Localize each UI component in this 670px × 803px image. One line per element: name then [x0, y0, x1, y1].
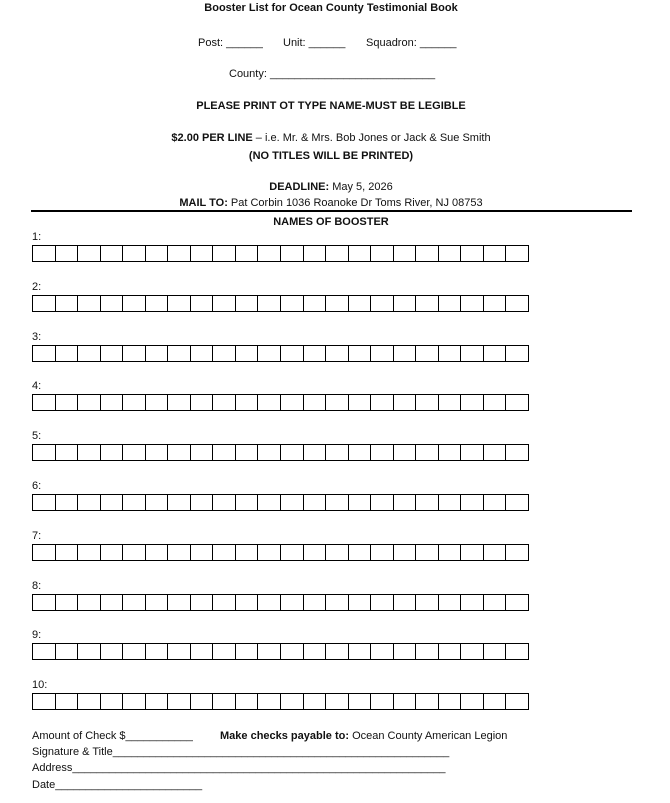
letter-box[interactable]	[168, 444, 191, 461]
date-field[interactable]: Date________________________	[32, 779, 203, 791]
letter-box[interactable]	[439, 345, 462, 362]
letter-box[interactable]	[78, 444, 101, 461]
letter-box[interactable]	[191, 494, 214, 511]
squadron-field[interactable]: Squadron: ______	[366, 37, 457, 49]
letter-box[interactable]	[236, 643, 259, 660]
letter-box[interactable]	[191, 444, 214, 461]
letter-box[interactable]	[304, 693, 327, 710]
letter-box[interactable]	[394, 295, 417, 312]
letter-box[interactable]	[56, 394, 79, 411]
letter-box[interactable]	[78, 245, 101, 262]
name-box-row	[32, 494, 529, 511]
letter-box[interactable]	[416, 444, 439, 461]
letter-box[interactable]	[281, 394, 304, 411]
letter-box[interactable]	[123, 594, 146, 611]
letter-box[interactable]	[101, 345, 124, 362]
letter-box[interactable]	[213, 594, 236, 611]
letter-box[interactable]	[56, 345, 79, 362]
letter-box[interactable]	[281, 444, 304, 461]
letter-box[interactable]	[101, 245, 124, 262]
letter-box[interactable]	[123, 494, 146, 511]
letter-box[interactable]	[506, 345, 529, 362]
signature-title-field[interactable]: Signature & Title_______________________________________________________	[32, 746, 450, 758]
letter-box[interactable]	[32, 245, 56, 262]
row-label: 1:	[32, 231, 42, 243]
address-field[interactable]: Address_____________________________________________________________	[32, 762, 446, 774]
letter-box[interactable]	[56, 494, 79, 511]
letter-box[interactable]	[439, 444, 462, 461]
letter-box[interactable]	[484, 295, 507, 312]
letter-box[interactable]	[258, 394, 281, 411]
name-box-row	[32, 394, 529, 411]
letter-box[interactable]	[281, 594, 304, 611]
letter-box[interactable]	[326, 394, 349, 411]
letter-box[interactable]	[506, 594, 529, 611]
letter-box[interactable]	[258, 594, 281, 611]
letter-box[interactable]	[439, 594, 462, 611]
letter-box[interactable]	[394, 245, 417, 262]
name-box-row	[32, 643, 529, 660]
letter-box[interactable]	[349, 295, 372, 312]
letter-box[interactable]	[416, 494, 439, 511]
name-box-row	[32, 245, 529, 262]
letter-box[interactable]	[461, 245, 484, 262]
letter-box[interactable]	[326, 494, 349, 511]
amount-of-check-field[interactable]: Amount of Check $___________	[32, 730, 193, 742]
print-notice: PLEASE PRINT OT TYPE NAME-MUST BE LEGIBLE	[196, 100, 466, 112]
letter-box[interactable]	[123, 295, 146, 312]
letter-box[interactable]	[304, 544, 327, 561]
mail-to-label: MAIL TO:	[179, 197, 228, 209]
row-label: 4:	[32, 380, 42, 393]
letter-box[interactable]	[168, 494, 191, 511]
letter-box[interactable]	[78, 643, 101, 660]
letter-box[interactable]	[32, 295, 56, 312]
letter-box[interactable]	[394, 643, 417, 660]
letter-box[interactable]	[326, 544, 349, 561]
name-box-row	[32, 594, 529, 611]
letter-box[interactable]	[258, 643, 281, 660]
letter-box[interactable]	[394, 345, 417, 362]
name-box-row	[32, 444, 529, 461]
letter-box[interactable]	[213, 544, 236, 561]
letter-box[interactable]	[123, 345, 146, 362]
letter-box[interactable]	[416, 544, 439, 561]
letter-box[interactable]	[416, 643, 439, 660]
letter-box[interactable]	[78, 345, 101, 362]
letter-box[interactable]	[101, 544, 124, 561]
letter-box[interactable]	[349, 345, 372, 362]
letter-box[interactable]	[371, 295, 394, 312]
letter-box[interactable]	[281, 693, 304, 710]
letter-box[interactable]	[101, 643, 124, 660]
letter-box[interactable]	[461, 444, 484, 461]
row-label: 8:	[32, 579, 42, 592]
letter-box[interactable]	[123, 394, 146, 411]
letter-box[interactable]	[484, 345, 507, 362]
letter-box[interactable]	[191, 693, 214, 710]
letter-box[interactable]	[78, 394, 101, 411]
letter-box[interactable]	[304, 444, 327, 461]
letter-box[interactable]	[484, 494, 507, 511]
letter-box[interactable]	[506, 394, 529, 411]
letter-box[interactable]	[56, 594, 79, 611]
mail-to-address: Pat Corbin 1036 Roanoke Dr Toms River, NJ 08753	[227, 197, 483, 209]
letter-box[interactable]	[123, 245, 146, 262]
letter-box[interactable]	[236, 544, 259, 561]
row-label: 10:	[32, 679, 48, 692]
county-field[interactable]: County: ___________________________	[229, 68, 436, 80]
letter-box[interactable]	[371, 544, 394, 561]
letter-box[interactable]	[461, 494, 484, 511]
letter-box[interactable]	[281, 295, 304, 312]
letter-box[interactable]	[416, 245, 439, 262]
no-titles-notice: (NO TITLES WILL BE PRINTED)	[248, 150, 414, 162]
letter-box[interactable]	[56, 444, 79, 461]
letter-box[interactable]	[213, 295, 236, 312]
letter-box[interactable]	[371, 594, 394, 611]
letter-box[interactable]	[349, 693, 372, 710]
letter-box[interactable]	[123, 693, 146, 710]
letter-box[interactable]	[146, 295, 169, 312]
letter-box[interactable]	[304, 345, 327, 362]
letter-box[interactable]	[191, 594, 214, 611]
letter-box[interactable]	[439, 693, 462, 710]
document-title: Booster List for Ocean County Testimonial Book	[204, 2, 458, 14]
payable-value: Ocean County American Legion	[349, 730, 508, 742]
unit-field[interactable]: Unit: ______	[283, 37, 346, 49]
letter-box[interactable]	[439, 494, 462, 511]
letter-box[interactable]	[258, 693, 281, 710]
letter-box[interactable]	[146, 345, 169, 362]
letter-box[interactable]	[349, 394, 372, 411]
payable-label: Make checks payable to:	[220, 730, 350, 742]
letter-box[interactable]	[484, 394, 507, 411]
letter-box[interactable]	[168, 693, 191, 710]
price-example: – i.e. Mr. & Mrs. Bob Jones or Jack & Sue Smith	[252, 132, 491, 144]
letter-box[interactable]	[394, 594, 417, 611]
letter-box[interactable]	[146, 544, 169, 561]
letter-box[interactable]	[394, 444, 417, 461]
letter-box[interactable]	[236, 444, 259, 461]
letter-box[interactable]	[258, 295, 281, 312]
letter-box[interactable]	[146, 444, 169, 461]
letter-box[interactable]	[213, 444, 236, 461]
letter-box[interactable]	[484, 245, 507, 262]
letter-box[interactable]	[32, 693, 56, 710]
letter-box[interactable]	[123, 444, 146, 461]
letter-box[interactable]	[484, 693, 507, 710]
letter-box[interactable]	[349, 594, 372, 611]
deadline-value: May 5, 2026	[329, 181, 393, 193]
letter-box[interactable]	[168, 245, 191, 262]
letter-box[interactable]	[101, 444, 124, 461]
letter-box[interactable]	[349, 444, 372, 461]
letter-box[interactable]	[281, 245, 304, 262]
letter-box[interactable]	[304, 394, 327, 411]
letter-box[interactable]	[213, 394, 236, 411]
letter-box[interactable]	[281, 544, 304, 561]
letter-box[interactable]	[32, 444, 56, 461]
letter-box[interactable]	[236, 245, 259, 262]
letter-box[interactable]	[461, 544, 484, 561]
letter-box[interactable]	[258, 544, 281, 561]
letter-box[interactable]	[484, 544, 507, 561]
letter-box[interactable]	[168, 394, 191, 411]
letter-box[interactable]	[236, 494, 259, 511]
letter-box[interactable]	[371, 693, 394, 710]
letter-box[interactable]	[416, 295, 439, 312]
letter-box[interactable]	[56, 245, 79, 262]
name-box-row	[32, 345, 529, 362]
letter-box[interactable]	[439, 245, 462, 262]
letter-box[interactable]	[101, 494, 124, 511]
letter-box[interactable]	[32, 494, 56, 511]
header-divider	[31, 210, 632, 212]
letter-box[interactable]	[326, 693, 349, 710]
letter-box[interactable]	[101, 693, 124, 710]
letter-box[interactable]	[371, 643, 394, 660]
letter-box[interactable]	[506, 693, 529, 710]
letter-box[interactable]	[326, 245, 349, 262]
letter-box[interactable]	[371, 494, 394, 511]
letter-box[interactable]	[416, 594, 439, 611]
letter-box[interactable]	[326, 643, 349, 660]
letter-box[interactable]	[56, 544, 79, 561]
letter-box[interactable]	[349, 643, 372, 660]
letter-box[interactable]	[56, 295, 79, 312]
letter-box[interactable]	[191, 295, 214, 312]
letter-box[interactable]	[304, 245, 327, 262]
letter-box[interactable]	[461, 345, 484, 362]
letter-box[interactable]	[439, 295, 462, 312]
letter-box[interactable]	[304, 494, 327, 511]
letter-box[interactable]	[506, 444, 529, 461]
letter-box[interactable]	[484, 594, 507, 611]
row-label: 5:	[32, 430, 42, 443]
letter-box[interactable]	[394, 394, 417, 411]
letter-box[interactable]	[146, 494, 169, 511]
letter-box[interactable]	[146, 245, 169, 262]
letter-box[interactable]	[101, 295, 124, 312]
letter-box[interactable]	[213, 693, 236, 710]
letter-box[interactable]	[371, 444, 394, 461]
letter-box[interactable]	[56, 693, 79, 710]
row-label: 7:	[32, 529, 42, 542]
letter-box[interactable]	[236, 594, 259, 611]
letter-box[interactable]	[394, 693, 417, 710]
letter-box[interactable]	[32, 643, 56, 660]
letter-box[interactable]	[416, 693, 439, 710]
letter-box[interactable]	[78, 494, 101, 511]
letter-box[interactable]	[32, 394, 56, 411]
letter-box[interactable]	[236, 693, 259, 710]
letter-box[interactable]	[326, 594, 349, 611]
letter-box[interactable]	[168, 345, 191, 362]
letter-box[interactable]	[168, 544, 191, 561]
section-title: NAMES OF BOOSTER	[273, 216, 389, 228]
letter-box[interactable]	[326, 345, 349, 362]
letter-box[interactable]	[461, 295, 484, 312]
letter-box[interactable]	[191, 643, 214, 660]
payable-line	[220, 729, 507, 743]
letter-box[interactable]	[123, 643, 146, 660]
letter-box[interactable]	[371, 394, 394, 411]
deadline-line	[0, 180, 662, 194]
name-box-row	[32, 544, 529, 561]
row-label: 2:	[32, 280, 42, 293]
letter-box[interactable]	[78, 594, 101, 611]
name-box-row	[32, 295, 529, 312]
letter-box[interactable]	[304, 594, 327, 611]
letter-box[interactable]	[168, 643, 191, 660]
letter-box[interactable]	[461, 643, 484, 660]
letter-box[interactable]	[258, 245, 281, 262]
letter-box[interactable]	[439, 643, 462, 660]
letter-box[interactable]	[213, 245, 236, 262]
letter-box[interactable]	[326, 444, 349, 461]
letter-box[interactable]	[236, 295, 259, 312]
letter-box[interactable]	[101, 594, 124, 611]
mail-to-line	[0, 196, 662, 210]
deadline-label: DEADLINE:	[269, 181, 330, 193]
letter-box[interactable]	[123, 544, 146, 561]
letter-box[interactable]	[146, 643, 169, 660]
letter-box[interactable]	[304, 295, 327, 312]
letter-box[interactable]	[213, 643, 236, 660]
letter-box[interactable]	[236, 394, 259, 411]
letter-box[interactable]	[281, 494, 304, 511]
letter-box[interactable]	[394, 494, 417, 511]
row-label: 6:	[32, 480, 42, 492]
letter-box[interactable]	[461, 594, 484, 611]
letter-box[interactable]	[146, 594, 169, 611]
letter-box[interactable]	[191, 345, 214, 362]
letter-box[interactable]	[258, 345, 281, 362]
name-box-row	[32, 693, 529, 710]
letter-box[interactable]	[439, 394, 462, 411]
letter-box[interactable]	[32, 544, 56, 561]
letter-box[interactable]	[213, 345, 236, 362]
letter-box[interactable]	[506, 544, 529, 561]
letter-box[interactable]	[56, 643, 79, 660]
letter-box[interactable]	[349, 544, 372, 561]
letter-box[interactable]	[326, 295, 349, 312]
price-line	[0, 131, 662, 145]
letter-box[interactable]	[78, 693, 101, 710]
row-label: 9:	[32, 629, 42, 642]
letter-box[interactable]	[416, 345, 439, 362]
letter-box[interactable]	[439, 544, 462, 561]
letter-box[interactable]	[168, 295, 191, 312]
letter-box[interactable]	[101, 394, 124, 411]
letter-box[interactable]	[236, 345, 259, 362]
letter-box[interactable]	[146, 693, 169, 710]
post-field[interactable]: Post: ______	[198, 37, 263, 49]
letter-box[interactable]	[78, 544, 101, 561]
letter-box[interactable]	[78, 295, 101, 312]
letter-box[interactable]	[349, 494, 372, 511]
letter-box[interactable]	[191, 544, 214, 561]
row-label: 3:	[32, 330, 42, 343]
letter-box[interactable]	[213, 494, 236, 511]
letter-box[interactable]	[146, 394, 169, 411]
letter-box[interactable]	[258, 444, 281, 461]
letter-box[interactable]	[484, 444, 507, 461]
letter-box[interactable]	[416, 394, 439, 411]
letter-box[interactable]	[506, 245, 529, 262]
letter-box[interactable]	[304, 643, 327, 660]
letter-box[interactable]	[506, 295, 529, 312]
letter-box[interactable]	[349, 245, 372, 262]
letter-box[interactable]	[506, 643, 529, 660]
letter-box[interactable]	[32, 594, 56, 611]
letter-box[interactable]	[371, 345, 394, 362]
letter-box[interactable]	[506, 494, 529, 511]
letter-box[interactable]	[371, 245, 394, 262]
letter-box[interactable]	[32, 345, 56, 362]
letter-box[interactable]	[258, 494, 281, 511]
letter-box[interactable]	[191, 394, 214, 411]
letter-box[interactable]	[394, 544, 417, 561]
letter-box[interactable]	[281, 643, 304, 660]
letter-box[interactable]	[191, 245, 214, 262]
letter-box[interactable]	[168, 594, 191, 611]
letter-box[interactable]	[484, 643, 507, 660]
letter-box[interactable]	[461, 394, 484, 411]
price-bold: $2.00 PER LINE	[171, 132, 253, 144]
letter-box[interactable]	[461, 693, 484, 710]
letter-box[interactable]	[281, 345, 304, 362]
